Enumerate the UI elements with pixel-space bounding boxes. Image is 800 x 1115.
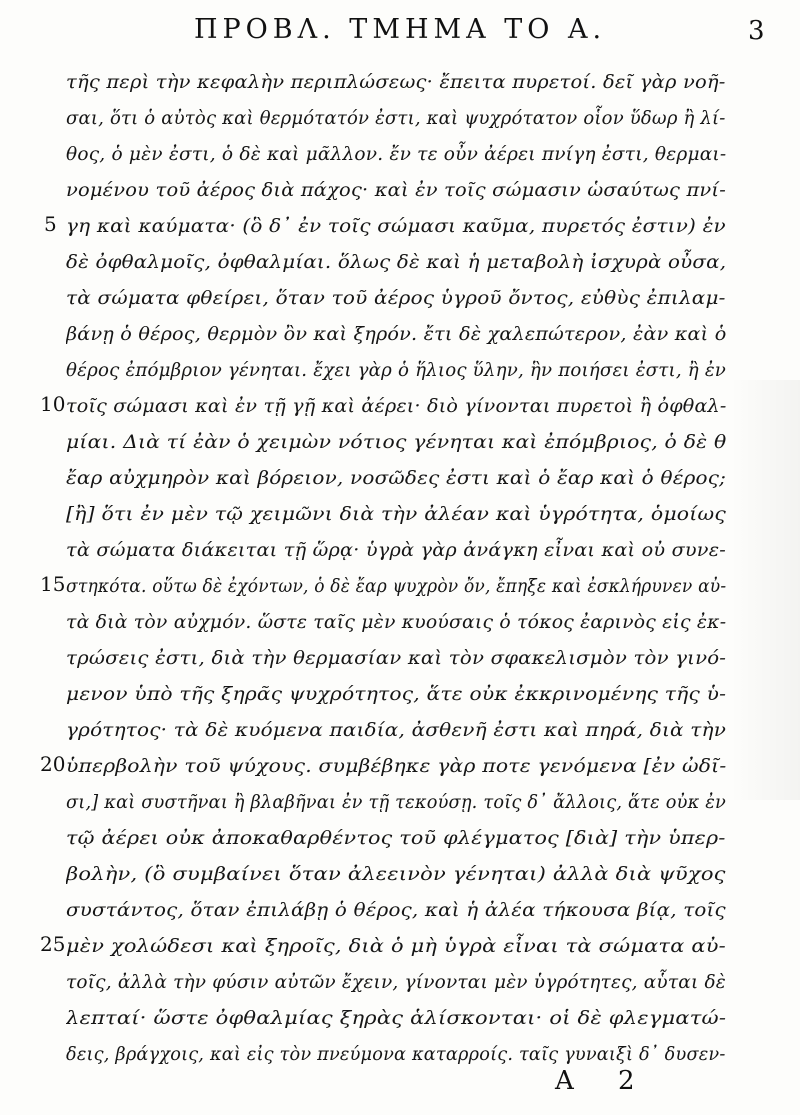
text-line-20: ὑπερβολὴν τοῦ ψύχους. συμβέβηκε γὰρ ποτε γενόμενα [ἐν ὠδῖ- [66,756,726,777]
text-line-10: τοῖς σώμασι καὶ ἐν τῇ γῇ καὶ ἀέρει· διὸ γίνονται πυρετοὶ ἢ ὀφθαλ- [66,396,726,417]
text-line-13: [ἢ] ὅτι ἐν μὲν τῷ χειμῶνι διὰ τὴν ἀλέαν καὶ ὑγρότητα, ὁμοίως [66,504,726,525]
text-line-5: γη καὶ καύματα· (ὃ δ᾽ ἐν τοῖς σώμασι καῦμα, πυρετός ἐστιν) ἐν [66,216,726,237]
text-line-17: τρώσεις ἐστι, διὰ τὴν θερμασίαν καὶ τὸν σφακελισμὸν τὸν γινό- [66,648,726,669]
signature-mark: Α 2 [555,1066,653,1096]
text-line-27: λεπταί· ὥστε ὀφθαλμίας ξηρὰς ἁλίσκονται· οἱ δὲ φλεγματώ- [66,1008,726,1029]
text-line-23: βολὴν, (ὃ συμβαίνει ὅταν ἀλεεινὸν γένηται) ἀλλὰ διὰ ψῦχος [66,864,726,885]
text-line-8: βάνῃ ὁ θέρος, θερμὸν ὂν καὶ ξηρόν. ἔτι δὲ χαλεπώτερον, ἐὰν καὶ ὁ [66,324,726,345]
text-line-22: τῷ ἀέρει οὐκ ἀποκαθαρθέντος τοῦ φλέγματος [διὰ] τὴν ὑπερ- [66,828,726,849]
text-line-3: θος, ὁ μὲν ἐστι, ὁ δὲ καὶ μᾶλλον. ἔν τε οὖν ἀέρει πνίγη ἐστι, θερμαι- [66,144,726,165]
text-line-24: συστάντος, ὅταν ἐπιλάβῃ ὁ θέρος, καὶ ἡ ἀλέα τήκουσα βίᾳ, τοῖς [66,900,726,921]
text-line-2: σαι, ὅτι ὁ αὐτὸς καὶ θερμότατόν ἐστι, καὶ ψυχρότατον οἷον ὕδωρ ἢ λί- [66,108,726,129]
text-line-18: μενον ὑπὸ τῆς ξηρᾶς ψυχρότητος, ἅτε οὐκ ἐκκρινομένης τῆς ὑ- [66,684,726,705]
text-line-12: ἔαρ αὐχμηρὸν καὶ βόρειον, νοσῶδες ἐστι καὶ ὁ ἔαρ καὶ ὁ θέρος; [66,468,726,489]
text-line-7: τὰ σώματα φθείρει, ὅταν τοῦ ἀέρος ὑγροῦ ὄντος, εὐθὺς ἐπιλαμ- [66,288,726,309]
text-line-19: γρότητος· τὰ δὲ κυόμενα παιδία, ἀσθενῆ ἐστι καὶ πηρά, διὰ τὴν [66,720,726,741]
text-line-15: στηκότα. οὕτω δὲ ἐχόντων, ὁ δὲ ἔαρ ψυχρὸν ὄν, ἔπηξε καὶ ἐσκλήρυνεν αὐ- [66,576,726,597]
running-head: ΠΡΟΒΛ. ΤΜΗΜΑ ΤΟ Α. [193,14,607,45]
line-number-5: 5 [44,212,57,236]
text-line-28: δεις, βράγχοις, καὶ εἰς τὸν πνεύμονα καταρροίς. ταῖς γυναιξὶ δ᾽ δυσεν- [66,1044,726,1065]
line-number-25: 25 [40,932,66,956]
text-line-21: σι,] καὶ συστῆναι ἢ βλαβῆναι ἐν τῇ τεκούσῃ. τοῖς δ᾽ ἄλλοις, ἅτε οὐκ ἐν [66,792,726,813]
line-number-15: 15 [40,572,66,596]
line-number-10: 10 [40,392,66,416]
show-through-shadow [730,380,800,800]
text-line-9: θέρος ἐπόμβριον γένηται. ἔχει γὰρ ὁ ἥλιος ὕλην, ἣν ποιήσει ἐστι, ἢ ἐν [66,360,726,381]
text-line-25: μὲν χολώδεσι καὶ ξηροῖς, διὰ ὁ μὴ ὑγρὰ εἶναι τὰ σώματα αὐ- [66,936,726,957]
text-line-4: νομένου τοῦ ἀέρος διὰ πάχος· καὶ ἐν τοῖς σώμασιν ὡσαύτως πνί- [66,180,726,201]
text-line-16: τὰ διὰ τὸν αὐχμόν. ὥστε ταῖς μὲν κυούσαις ὁ τόκος ἐαρινὸς εἰς ἐκ- [66,612,726,633]
text-line-11: μίαι. Διὰ τί ἐὰν ὁ χειμὼν νότιος γένηται καὶ ἐπόμβριος, ὁ δὲ θ [66,432,726,453]
text-line-6: δὲ ὀφθαλμοῖς, ὀφθαλμίαι. ὅλως δὲ καὶ ἡ μεταβολὴ ἰσχυρὰ οὖσα, [66,252,726,273]
line-number-20: 20 [40,752,66,776]
text-line-26: τοῖς, ἀλλὰ τὴν φύσιν αὐτῶν ἔχειν, γίνονται μὲν ὑγρότητες, αὗται δὲ [66,972,726,993]
page-number: 3 [748,16,765,46]
text-line-14: τὰ σώματα διάκειται τῇ ὥρᾳ· ὑγρὰ γὰρ ἀνάγκη εἶναι καὶ οὐ συνε- [66,540,726,561]
text-line-1: τῆς περὶ τὴν κεφαλὴν περιπλώσεως· ἔπειτα πυρετοί. δεῖ γὰρ νοῆ- [66,72,726,93]
